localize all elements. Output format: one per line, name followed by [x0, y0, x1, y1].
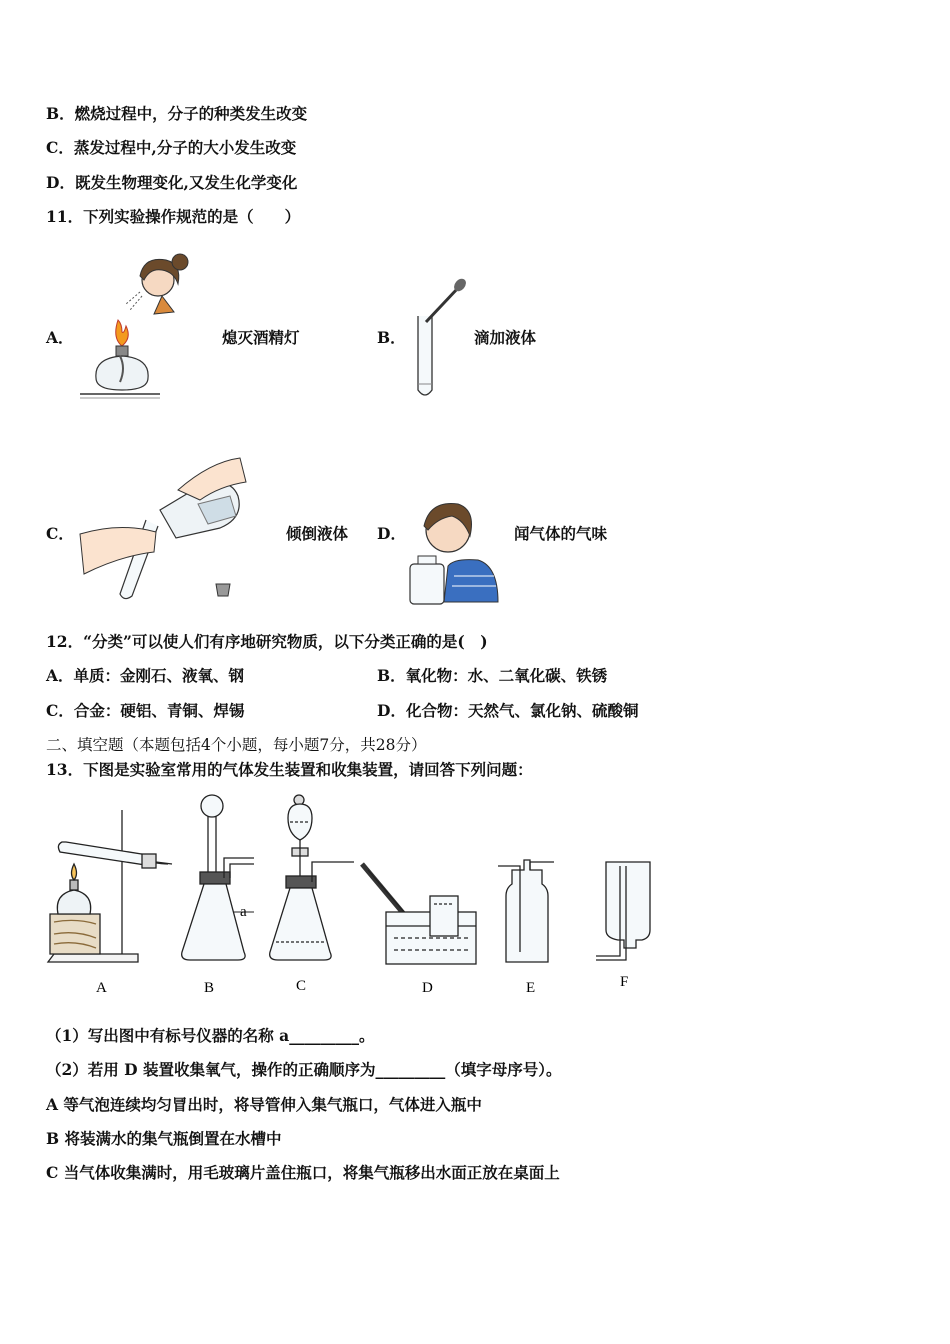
gas-apparatus-figure	[44, 792, 664, 1002]
q13-sub2: （2）若用 D 装置收集氧气，操作的正确顺序为_________（填字母序号）。	[46, 1060, 562, 1079]
q11-option-c-caption: 倾倒液体	[286, 524, 349, 543]
q13-step-b: B 将装满水的集气瓶倒置在水槽中	[46, 1129, 282, 1148]
q10-option-d: D．既发生物理变化,又发生化学变化	[46, 173, 298, 192]
apparatus-label-d: D	[422, 980, 433, 996]
q11-option-b-caption: 滴加液体	[474, 328, 537, 347]
apparatus-label-c: C	[296, 978, 307, 994]
q13-step-c: C 当气体收集满时，用毛玻璃片盖住瓶口，将集气瓶移出水面正放在桌面上	[46, 1163, 560, 1182]
q11-stem: 11．下列实验操作规范的是（ ）	[46, 207, 301, 226]
apparatus-label-f: F	[620, 974, 629, 990]
dropper-test-tube-illustration	[412, 276, 472, 406]
q13-sub1: （1）写出图中有标号仪器的名称 a_________。	[46, 1026, 375, 1045]
q12-stem: 12．“分类”可以使人们有序地研究物质，以下分类正确的是( )	[46, 632, 488, 651]
q11-option-b-letter: B．	[377, 328, 406, 347]
extinguish-lamp-illustration	[78, 242, 198, 407]
q11-option-a-letter: A．	[46, 328, 74, 347]
apparatus-label-a: A	[96, 980, 107, 996]
apparatus-mark-a: a	[240, 904, 247, 920]
q13-step-a: A 等气泡连续均匀冒出时，将导管伸入集气瓶口，气体进入瓶中	[46, 1095, 482, 1114]
q11-option-c-letter: C．	[46, 524, 74, 543]
q13-stem: 13．下图是实验室常用的气体发生装置和收集装置，请回答下列问题：	[46, 760, 533, 779]
smelling-gas-illustration	[408, 496, 500, 606]
q12-option-b: B．氧化物：水、二氧化碳、铁锈	[377, 666, 608, 685]
section-2-title: 二、填空题（本题包括4个小题，每小题7分，共28分）	[46, 736, 427, 754]
q12-option-c: C．合金：硬铝、青铜、焊锡	[46, 701, 245, 720]
q12-option-d: D．化合物：天然气、氯化钠、硫酸铜	[377, 701, 639, 720]
apparatus-label-b: B	[204, 980, 215, 996]
q12-option-a: A．单质：金刚石、液氧、钢	[46, 666, 245, 685]
q11-option-a-caption: 熄灭酒精灯	[222, 328, 300, 347]
q10-option-c: C．蒸发过程中,分子的大小发生改变	[46, 138, 297, 157]
pouring-liquid-illustration	[80, 456, 250, 606]
q10-option-b: B．燃烧过程中，分子的种类发生改变	[46, 104, 308, 123]
apparatus-label-e: E	[526, 980, 536, 996]
q11-option-d-letter: D．	[377, 524, 406, 543]
q11-option-d-caption: 闻气体的气味	[514, 524, 608, 543]
